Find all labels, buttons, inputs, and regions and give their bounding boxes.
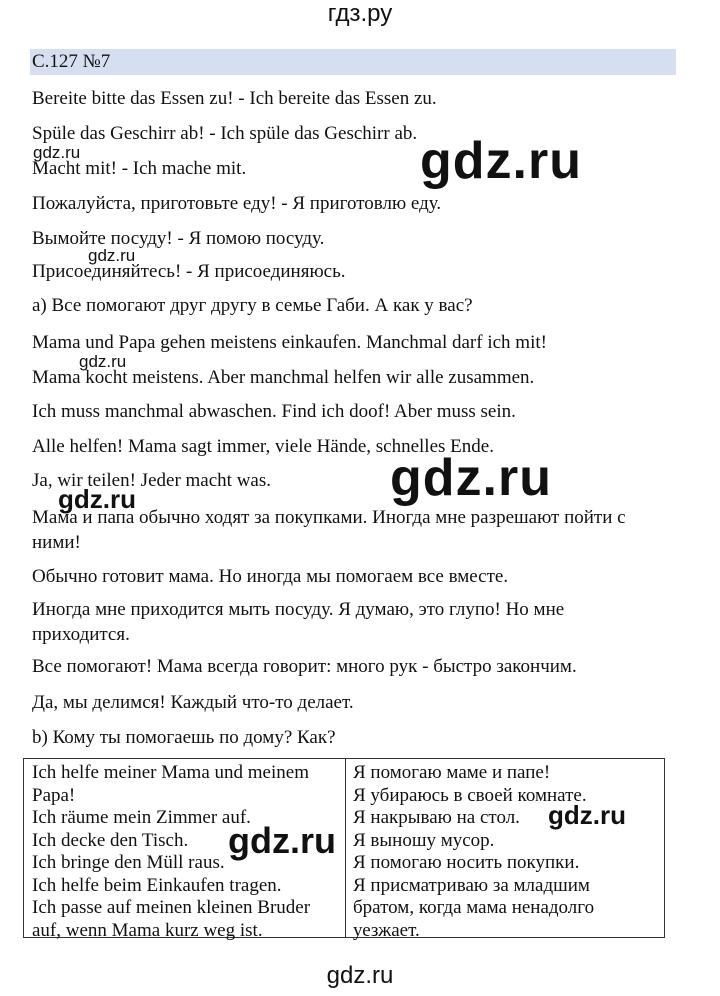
task-number-bar [30, 49, 676, 75]
text-line: Spüle das Geschirr ab! - Ich spüle das Geschirr ab. [32, 123, 418, 144]
text-line: Пожалуйста, приготовьте еду! - Я приготовлю еду. [32, 193, 442, 214]
text-line: Ja, wir teilen! Jeder macht was. [32, 470, 271, 491]
table-cell: Я помогаю носить покупки. [353, 852, 580, 873]
text-line: Вымойте посуду! - Я помою посуду. [32, 228, 325, 249]
site-header: гдз.ру [327, 0, 393, 27]
table-cell: Я убираюсь в своей комнате. [353, 784, 587, 806]
text-line: b) Кому ты помогаешь по дому? Как? [32, 727, 336, 748]
watermark: gdz.ru [228, 820, 336, 861]
text-line: а) Все помогают друг другу в семье Габи. А как у вас? [32, 295, 473, 316]
table-cell: Papa! [32, 784, 76, 806]
text-line: Да, мы делимся! Каждый что-то делает. [32, 692, 354, 713]
watermark: gdz.ru [79, 352, 127, 371]
text-line: Все помогают! Мама всегда говорит: много рук - быстро закончим. [32, 656, 577, 677]
table-cell: Я накрываю на стол. [353, 807, 520, 828]
table-cell: Ich bringe den Müll raus. [32, 852, 225, 873]
text-line: Обычно готовит мама. Но иногда мы помогаем все вместе. [32, 566, 509, 587]
text-line: ними! [32, 532, 81, 553]
watermark: gdz.ru [420, 132, 582, 190]
table-cell: Я помогаю маме и папе! [353, 762, 551, 783]
watermark: gdz.ru [58, 484, 136, 514]
text-line: Mama kocht meistens. Aber manchmal helfen wir alle zusammen. [32, 367, 535, 388]
task-number: С.127 №7 [32, 51, 111, 72]
russian-column [353, 759, 594, 942]
table-cell: Ich decke den Tisch. [32, 829, 189, 851]
watermark: gdz.ru [548, 800, 626, 830]
table-cell: уезжает. [353, 919, 420, 941]
text-line: Macht mit! - Ich mache mit. [32, 158, 247, 179]
text-line: Alle helfen! Mama sagt immer, viele Hände, schnelles Ende. [32, 436, 494, 457]
table-cell: Ich passe auf meinen kleinen Bruder [32, 897, 311, 918]
answer-table [23, 758, 665, 941]
table-cell: братом, когда мама ненадолго [353, 897, 595, 918]
text-line: Mama und Papa gehen meistens einkaufen. Manchmal darf ich mit! [32, 332, 547, 353]
text-line: Ich muss manchmal abwaschen. Find ich doof! Aber muss sein. [32, 401, 516, 422]
watermark: gdz.ru [88, 246, 136, 265]
watermark: gdz.ru [33, 143, 81, 162]
watermark: gdz.ru [390, 449, 552, 507]
site-footer: gdz.ru [326, 962, 394, 989]
table-cell: auf, wenn Mama kurz weg ist. [32, 919, 263, 941]
table-cell: Ich helfe meiner Mama und meinem [32, 762, 309, 783]
table-divider [345, 759, 346, 937]
table-cell: Ich räume mein Zimmer auf. [32, 807, 251, 828]
text-line: Мама и папа обычно ходят за покупками. Иногда мне разрешают пойти с [32, 507, 626, 528]
table-cell: Я присматриваю за младшим [353, 874, 590, 896]
table-cell: Ich helfe beim Einkaufen tragen. [32, 874, 282, 896]
table-cell: Я выношу мусор. [353, 829, 495, 851]
text-line: Присоединяйтесь! - Я присоединяюсь. [32, 261, 346, 282]
text-line: приходится. [32, 624, 130, 645]
text-line: Иногда мне приходится мыть посуду. Я думаю, это глупо! Но мне [32, 599, 565, 620]
text-line: Bereite bitte das Essen zu! - Ich bereite das Essen zu. [32, 88, 437, 109]
